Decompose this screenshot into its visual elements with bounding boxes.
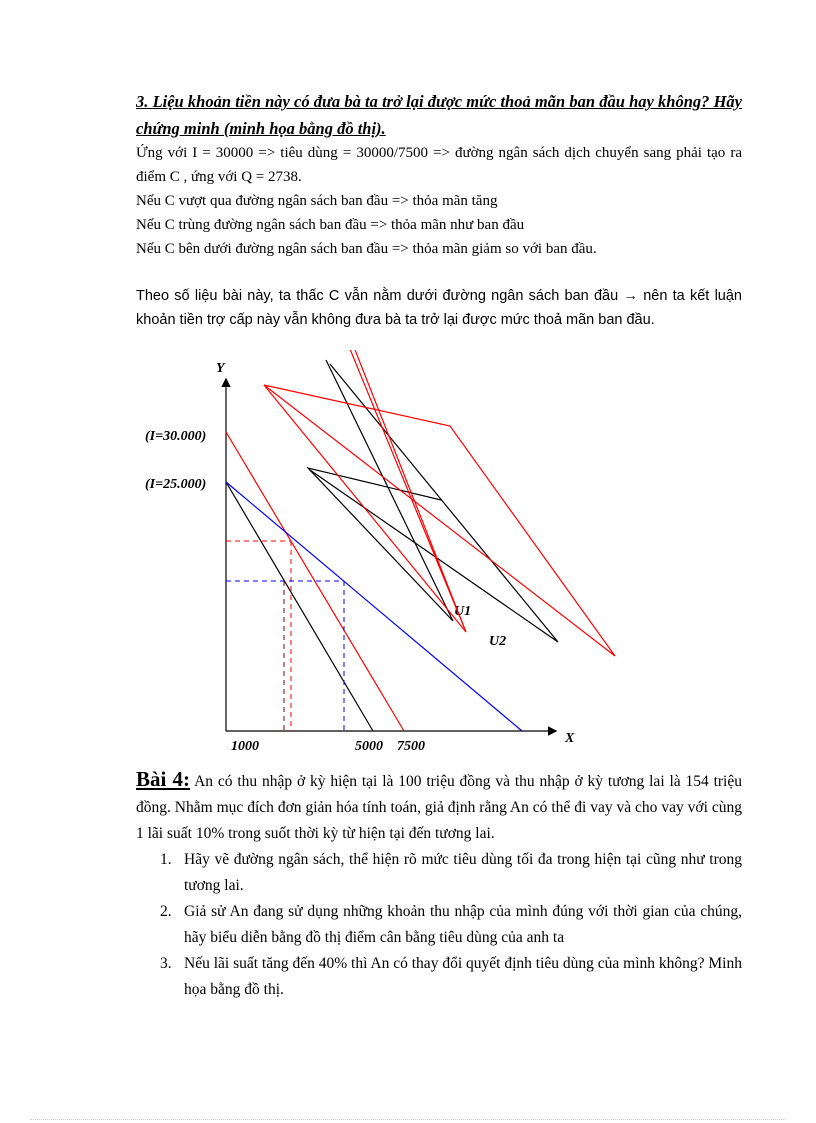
body-line-1: Ứng với I = 30000 => tiêu dùng = 30000/7500 => đường ngân sách dịch chuyển sang phải tạo ra điểm C , ứng với Q = 2738.: [136, 145, 742, 185]
conclusion-paragraph: Theo số liệu bài này, ta thấc C vẫn nằm dưới đường ngân sách ban đầu → nên ta kết luận khoản tiền trợ cấp này vẫn không đưa bà ta trở lại được mức thoả mãn ban đầu.: [136, 288, 742, 328]
body-line-3: Nếu C trùng đường ngân sách ban đầu => thỏa mãn như ban đầu: [136, 217, 525, 233]
budget-line-initial: [226, 482, 373, 731]
body-line-4: Nếu C bên dưới đường ngân sách ban đầu => thỏa mãn giảm so với ban đầu.: [136, 241, 597, 257]
bai-4-question-list: [160, 847, 742, 1003]
x-tick-7500: 7500: [397, 739, 425, 750]
x-tick-5000: 5000: [355, 739, 383, 750]
x-tick-1000: 1000: [231, 739, 259, 750]
budget-line-graph: [0, 350, 816, 750]
list-item: [160, 899, 742, 951]
question-text: Hãy vẽ đường ngân sách, thể hiện rõ mức tiêu dùng tối đa trong hiện tại cũng như trong tương lai.: [184, 851, 742, 894]
question-text: Giả sử An đang sử dụng những khoản thu nhập của mình đúng với thời gian của chúng, hãy biểu diễn bằng đồ thị điểm cân bằng tiêu dùng của anh ta: [184, 903, 742, 946]
label-u1: U1: [454, 604, 472, 619]
bai-4-intro: [136, 766, 742, 847]
list-item: [160, 951, 742, 1003]
section-3-body: [136, 141, 742, 261]
question-text: Nếu lãi suất tăng đến 40% thì An có thay đổi quyết định tiêu dùng của mình không? Minh họa bằng đồ thị.: [184, 955, 742, 998]
label-income-30000: (I=30.000): [145, 429, 207, 444]
y-axis-label: Y: [216, 361, 225, 376]
x-axis-label: X: [565, 731, 575, 746]
list-item: [160, 847, 742, 899]
budget-line-30000: [226, 432, 404, 731]
question-number: 3.: [160, 955, 172, 972]
label-income-25000: (I=25.000): [145, 477, 207, 492]
label-u2: U2: [489, 634, 507, 649]
question-number: 1.: [160, 851, 172, 868]
section-3-heading: 3. Liệu khoản tiền này có đưa bà ta trở lại được mức thoả mãn ban đầu hay không? Hãy chứng minh (minh họa bằng đồ thị).: [136, 92, 742, 138]
bai-4-title: Bài 4:: [136, 767, 191, 791]
red-curve-a: [264, 385, 615, 656]
page-bottom-divider: [30, 1119, 786, 1120]
bai-4-intro-text: An có thu nhập ở kỳ hiện tại là 100 triệu đồng và thu nhập ở kỳ tương lai là 154 triệu đồng. Nhằm mục đích đơn giản hóa tính toán, giả định rằng An có thể đi vay và cho vay với cùng 1 lãi suất 10% trong suốt thời kỳ từ hiện tại đến tương lai.: [136, 773, 742, 842]
red-curve-b: [286, 350, 466, 632]
red-curve-c: [264, 385, 466, 632]
question-number: 2.: [160, 903, 172, 920]
body-line-2: Nếu C vượt qua đường ngân sách ban đầu => thỏa mãn tăng: [136, 193, 498, 209]
